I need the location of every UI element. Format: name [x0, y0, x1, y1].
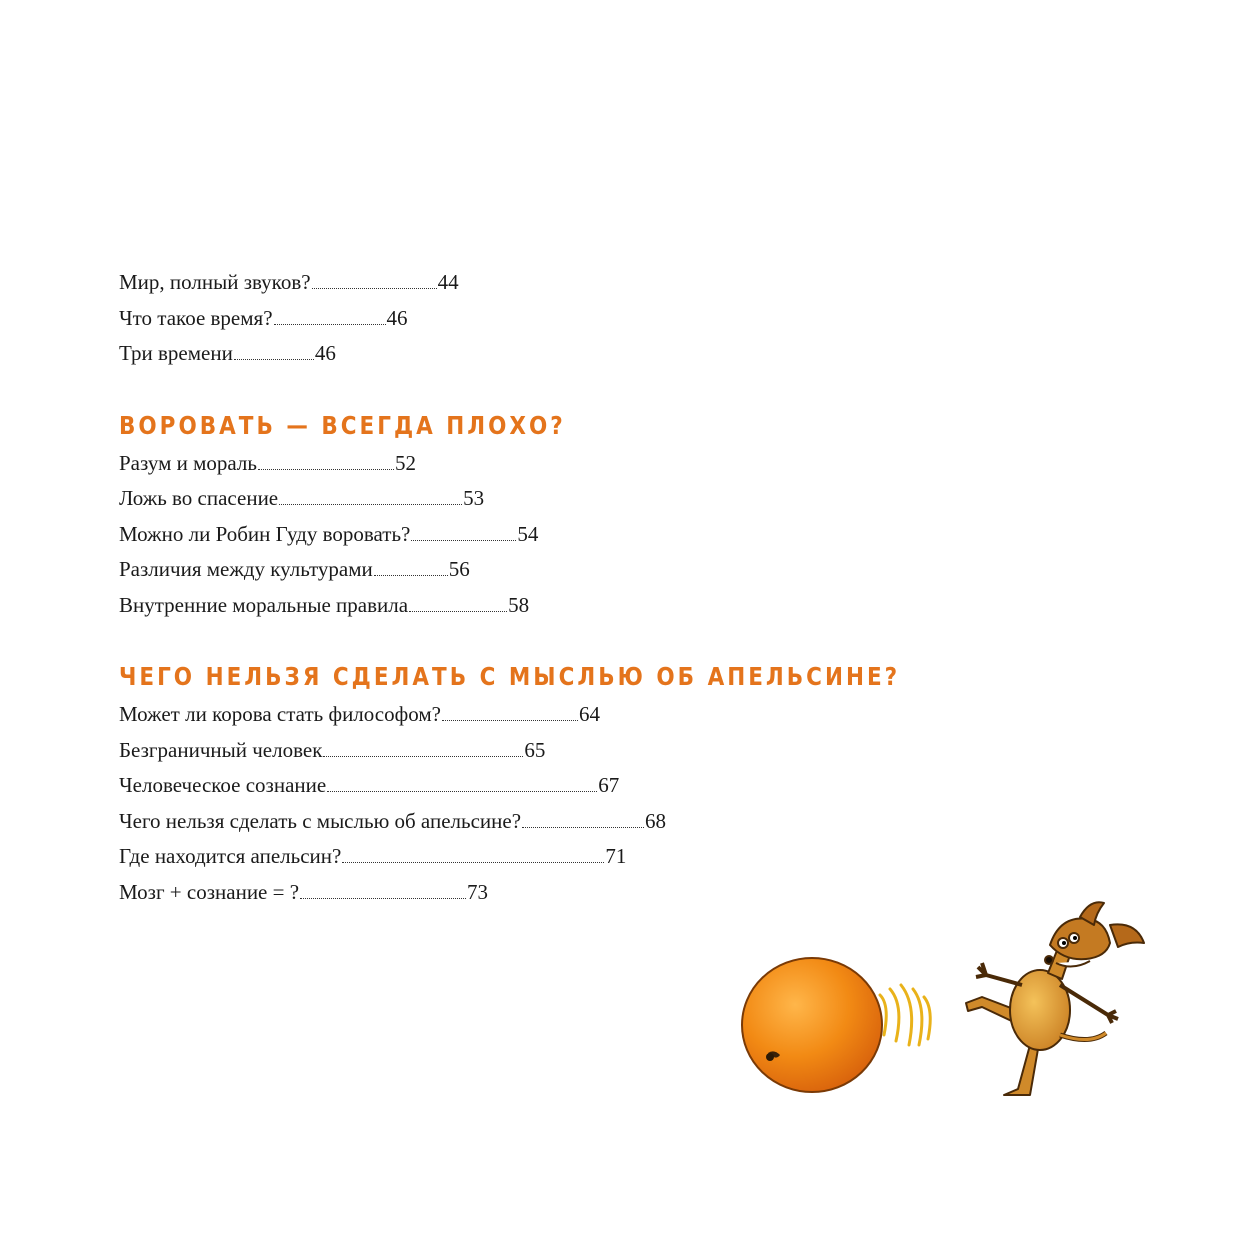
toc-entry-title: Мир, полный звуков?: [119, 270, 311, 294]
toc-leader-dots: [312, 288, 437, 289]
toc-leader-dots: [409, 611, 507, 612]
toc-entry-page: 54: [517, 521, 539, 546]
toc-entry-page: 46: [314, 341, 336, 365]
toc-entry-title: Можно ли Робин Гуду воровать?: [119, 521, 411, 546]
orange-fruit-icon: [742, 958, 882, 1092]
toc-leader-dots: [258, 469, 394, 470]
toc-entry-page: 73: [467, 879, 489, 904]
toc-entry-page: 52: [394, 450, 416, 475]
toc-entry-page: 58: [508, 592, 530, 617]
toc-leader-dots: [374, 575, 448, 576]
toc-leader-dots: [327, 791, 597, 792]
toc-entry-page: 67: [598, 773, 620, 797]
toc-leader-dots: [411, 540, 516, 541]
motion-lines-icon: [880, 985, 930, 1045]
toc-entry-page: 68: [645, 808, 667, 833]
toc-entry[interactable]: [119, 839, 799, 875]
toc-leader-dots: [323, 756, 523, 757]
toc-entry-title: Ложь во спасение: [119, 486, 279, 510]
toc-leader-dots: [442, 720, 578, 721]
toc-leader-dots: [279, 504, 462, 505]
toc-entry[interactable]: [119, 301, 799, 337]
toc-entry[interactable]: [119, 588, 799, 624]
toc-entry-page: 53: [463, 486, 485, 510]
toc-entry-title: Может ли корова стать философом?: [119, 702, 441, 726]
toc-entry-page: 44: [437, 270, 459, 294]
toc-entry-title: Три времени: [119, 341, 233, 365]
toc-leader-dots: [300, 898, 466, 899]
toc-entry-title: Безграничный человек: [119, 737, 323, 762]
toc-entry[interactable]: [119, 804, 799, 840]
toc-entry-page: 56: [448, 557, 470, 581]
toc-entry-title: Разум и мораль: [119, 450, 257, 475]
toc-entry-title: Где находится апельсин?: [119, 844, 342, 868]
section-heading: ЧЕГО НЕЛЬЗЯ СДЕЛАТЬ С МЫСЛЬЮ ОБ АПЕЛЬСИНЕ?: [119, 662, 901, 691]
section-heading: ВОРОВАТЬ — ВСЕГДА ПЛОХО?: [119, 410, 566, 440]
toc-entry[interactable]: [119, 875, 799, 911]
toc-entry-title: Чего нельзя сделать с мыслью об апельсине?: [119, 808, 522, 833]
toc-entry[interactable]: [119, 336, 799, 372]
dog-kicking-orange-illustration: [730, 885, 1160, 1125]
toc-entry[interactable]: [119, 265, 799, 301]
dog-icon: [966, 902, 1144, 1095]
toc-entry-page: 65: [524, 737, 546, 762]
toc-entry-page: 71: [605, 844, 627, 868]
toc-entry-page: 46: [386, 305, 408, 330]
toc-entry-title: Мозг + сознание = ?: [119, 879, 300, 904]
toc-entry[interactable]: [119, 446, 799, 482]
toc-entry-title: Что такое время?: [119, 305, 273, 330]
toc-entry[interactable]: [119, 733, 799, 769]
toc-entry[interactable]: [119, 517, 799, 553]
toc-entry[interactable]: [119, 552, 799, 588]
toc-entry-page: 64: [578, 702, 600, 726]
toc-entry[interactable]: [119, 768, 799, 804]
toc-entry[interactable]: [119, 481, 799, 517]
table-of-contents: [119, 265, 901, 910]
toc-leader-dots: [342, 862, 604, 863]
toc-leader-dots: [234, 359, 314, 360]
toc-entry-title: Внутренние моральные правила: [119, 592, 409, 617]
toc-entry-title: Человеческое сознание: [119, 773, 327, 797]
toc-entry[interactable]: [119, 697, 799, 733]
toc-leader-dots: [522, 827, 644, 828]
toc-leader-dots: [274, 324, 386, 325]
toc-entry-title: Различия между культурами: [119, 557, 373, 581]
